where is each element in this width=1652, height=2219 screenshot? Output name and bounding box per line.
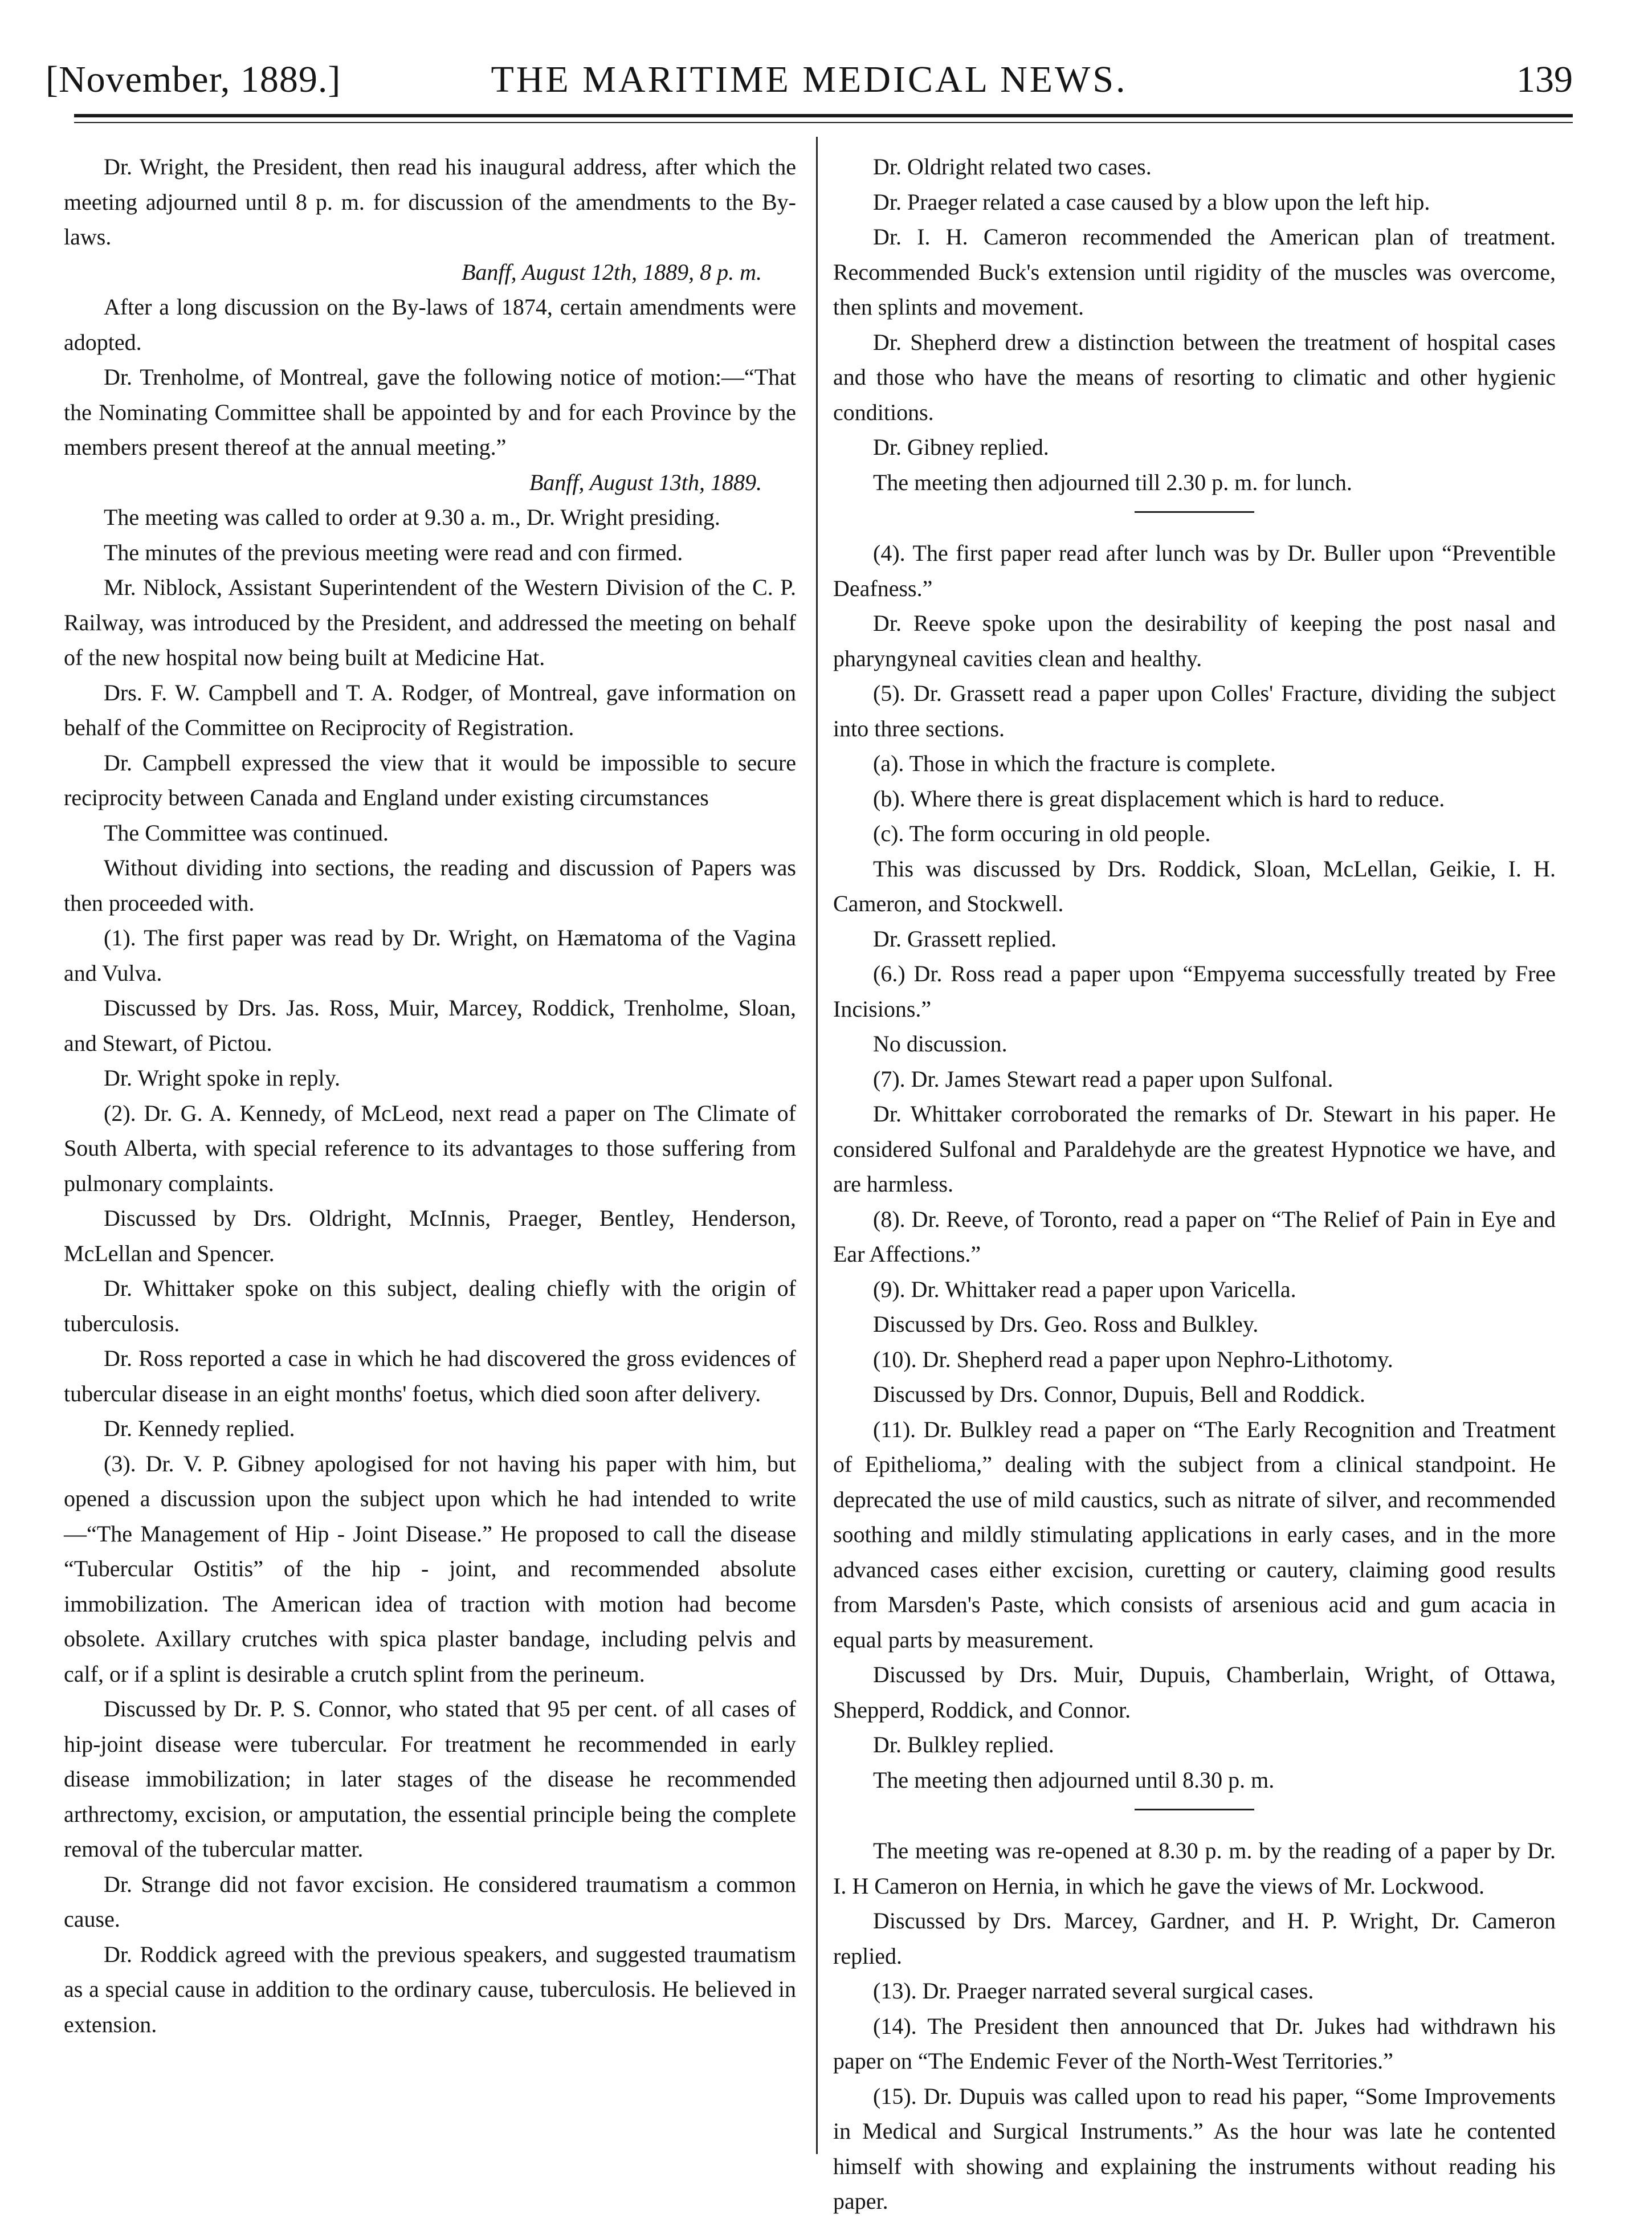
- paragraph: (11). Dr. Bulkley read a paper on “The Early Recognition and Treatment of Epithelioma,” dealing with the subject from a clinical standpoint. He deprecated the use of mild caustics, such as nitrate of silver, and recommended soothing and mildly stimulating applications in early cases, and in the more advanced cases either excision, curetting or cautery, claiming good results from Marsden's Paste, which consists of arsenious acid and gum acacia in equal parts by measurement.: [833, 1416, 1556, 1653]
- paragraph: The meeting then adjourned till 2.30 p. m. for lunch.: [873, 469, 1352, 495]
- section-separator: [1135, 511, 1254, 513]
- paragraph: After a long discussion on the By-laws of 1874, certain amendments were adopted.: [64, 294, 796, 355]
- paragraph: Discussed by Drs. Geo. Ross and Bulkley.: [873, 1311, 1259, 1337]
- paragraph: Without dividing into sections, the reading and discussion of Papers was then proceeded with.: [64, 855, 796, 916]
- paragraph: Dr. Wright spoke in reply.: [104, 1065, 340, 1091]
- paragraph: (4). The first paper read after lunch was by Dr. Buller upon “Preventible Deafness.”: [833, 540, 1556, 601]
- paragraph: The meeting then adjourned until 8.30 p. m.: [873, 1767, 1275, 1793]
- paragraph: (5). Dr. Grassett read a paper upon Colles' Fracture, dividing the subject into three sections.: [833, 680, 1556, 741]
- issue-date: [November, 1889.]: [46, 59, 341, 100]
- paragraph: Dr. Gibney replied.: [873, 434, 1049, 460]
- paragraph: (3). Dr. V. P. Gibney apologised for not having his paper with him, but opened a discussion upon the subject upon which he had intended to write—“The Management of Hip - Joint Disease.” He proposed to call the disease “Tubercular Ostitis” of the hip - joint, and recommended absolute immobilization. The American idea of traction with motion had become obsolete. Axillary crutches with spica plaster bandage, including pelvis and calf, or if a splint is desirable a crutch splint from the perineum.: [64, 1450, 796, 1687]
- paragraph: (c). The form occuring in old people.: [873, 821, 1211, 846]
- paragraph: (2). Dr. G. A. Kennedy, of McLeod, next read a paper on The Climate of South Alberta, with special reference to its advantages to those suffering from pulmonary complaints.: [64, 1100, 796, 1196]
- paragraph: Discussed by Dr. P. S. Connor, who stated that 95 per cent. of all cases of hip-joint disease were tubercular. For treatment he recommended in early disease immobilization; in later stages of the disease he recommended arthrectomy, excision, or amputation, the essential principle being the complete removal of the tubercular matter.: [64, 1696, 796, 1862]
- paragraph: Dr. Bulkley replied.: [873, 1732, 1054, 1757]
- paragraph: (13). Dr. Praeger narrated several surgical cases.: [873, 1978, 1314, 2004]
- paragraph: Discussed by Drs. Oldright, McInnis, Praeger, Bentley, Henderson, McLellan and Spencer.: [64, 1205, 796, 1266]
- column-divider: [816, 137, 818, 2154]
- page-number: 139: [1516, 59, 1573, 100]
- paragraph: Dr. Reeve spoke upon the desirability of keeping the post nasal and pharyngyneal cavities clean and healthy.: [833, 610, 1556, 671]
- paragraph: (8). Dr. Reeve, of Toronto, read a paper on “The Relief of Pain in Eye and Ear Affections.”: [833, 1206, 1556, 1267]
- paragraph: Dr. Trenholme, of Montreal, gave the following notice of motion:—“That the Nominating Committee shall be appointed by and for each Province by the members present thereof at the annual meeting.”: [64, 364, 796, 460]
- paragraph: No discussion.: [873, 1031, 1007, 1057]
- paragraph: The meeting was called to order at 9.30 a. m., Dr. Wright presiding.: [104, 504, 720, 530]
- paragraph: (15). Dr. Dupuis was called upon to read his paper, “Some Improvements in Medical and Surgical Instruments.” As the hour was late he contented himself with showing and explaining the instruments without reading his paper.: [833, 2083, 1556, 2214]
- paragraph: (7). Dr. James Stewart read a paper upon Sulfonal.: [873, 1066, 1333, 1092]
- paragraph: Discussed by Drs. Jas. Ross, Muir, Marcey, Roddick, Trenholme, Sloan, and Stewart, of Pictou.: [64, 995, 796, 1056]
- paragraph: The Committee was continued.: [104, 819, 389, 846]
- paragraph: Discussed by Drs. Muir, Dupuis, Chamberlain, Wright, of Ottawa, Shepperd, Roddick, and Connor.: [833, 1662, 1556, 1723]
- dateline: Banff, August 13th, 1889.: [529, 469, 762, 495]
- paragraph: Mr. Niblock, Assistant Superintendent of the Western Division of the C. P. Railway, was introduced by the President, and addressed the meeting on behalf of the new hospital now being built at Medicine Hat.: [64, 574, 796, 670]
- paragraph: Dr. Roddick agreed with the previous speakers, and suggested traumatism as a special cause in addition to the ordinary cause, tuberculosis. He believed in extension.: [64, 1941, 796, 2037]
- paragraph: (10). Dr. Shepherd read a paper upon Nephro-Lithotomy.: [873, 1346, 1393, 1372]
- journal-title: THE MARITIME MEDICAL NEWS.: [491, 59, 1128, 100]
- header-rule-thin: [74, 122, 1573, 123]
- paragraph: (1). The first paper was read by Dr. Wright, on Hæmatoma of the Vagina and Vulva.: [64, 925, 796, 986]
- paragraph: (a). Those in which the fracture is complete.: [873, 750, 1276, 776]
- paragraph: Dr. Wright, the President, then read his inaugural address, after which the meeting adjourned until 8 p. m. for discussion of the amendments to the By-laws.: [64, 154, 796, 250]
- running-header: [46, 54, 1573, 105]
- paragraph: Dr. I. H. Cameron recommended the American plan of treatment. Recommended Buck's extension until rigidity of the muscles was overcome, then splints and movement.: [833, 224, 1556, 320]
- paragraph: The meeting was re-opened at 8.30 p. m. by the reading of a paper by Dr. I. H Cameron on Hernia, in which he gave the views of Mr. Lockwood.: [833, 1838, 1556, 1899]
- paragraph: This was discussed by Drs. Roddick, Sloan, McLellan, Geikie, I. H. Cameron, and Stockwell.: [833, 855, 1556, 916]
- paragraph: Dr. Grassett replied.: [873, 925, 1057, 952]
- paragraph: Dr. Kennedy replied.: [104, 1416, 295, 1441]
- header-rule-thick: [74, 114, 1573, 117]
- paragraph: Dr. Shepherd drew a distinction between the treatment of hospital cases and those who have the means of resorting to climatic and other hygienic conditions.: [833, 329, 1556, 425]
- paragraph: (6.) Dr. Ross read a paper upon “Empyema successfully treated by Free Incisions.”: [833, 961, 1556, 1022]
- paragraph: Dr. Whittaker corroborated the remarks of Dr. Stewart in his paper. He considered Sulfonal and Paraldehyde are the greatest Hypnotice we have, and are harmless.: [833, 1101, 1556, 1197]
- paragraph: (9). Dr. Whittaker read a paper upon Varicella.: [873, 1276, 1296, 1302]
- dateline: Banff, August 12th, 1889, 8 p. m.: [461, 259, 762, 285]
- section-separator: [1135, 1809, 1254, 1810]
- paragraph: Dr. Strange did not favor excision. He considered traumatism a common cause.: [64, 1871, 796, 1932]
- paragraph: (14). The President then announced that Dr. Jukes had withdrawn his paper on “The Endemic Fever of the North-West Territories.”: [833, 2013, 1556, 2074]
- paragraph: The minutes of the previous meeting were read and con firmed.: [104, 539, 683, 565]
- paragraph: Dr. Campbell expressed the view that it would be impossible to secure reciprocity between Canada and England under existing circumstances: [64, 749, 796, 810]
- paragraph: Dr. Oldright related two cases.: [873, 154, 1152, 180]
- right-column: [833, 149, 1556, 2219]
- paragraph: Dr. Ross reported a case in which he had discovered the gross evidences of tubercular disease in an eight months' foetus, which died soon after delivery.: [64, 1345, 796, 1406]
- paragraph: (b). Where there is great displacement which is hard to reduce.: [873, 785, 1445, 811]
- paragraph: Dr. Praeger related a case caused by a blow upon the left hip.: [873, 189, 1430, 215]
- paragraph: Discussed by Drs. Connor, Dupuis, Bell and Roddick.: [873, 1381, 1365, 1407]
- left-column: [64, 149, 796, 2042]
- paragraph: Dr. Whittaker spoke on this subject, dealing chiefly with the origin of tuberculosis.: [64, 1275, 796, 1336]
- paragraph: Drs. F. W. Campbell and T. A. Rodger, of Montreal, gave information on behalf of the Committee on Reciprocity of Registration.: [64, 679, 796, 740]
- paragraph: Discussed by Drs. Marcey, Gardner, and H. P. Wright, Dr. Cameron replied.: [833, 1908, 1556, 1969]
